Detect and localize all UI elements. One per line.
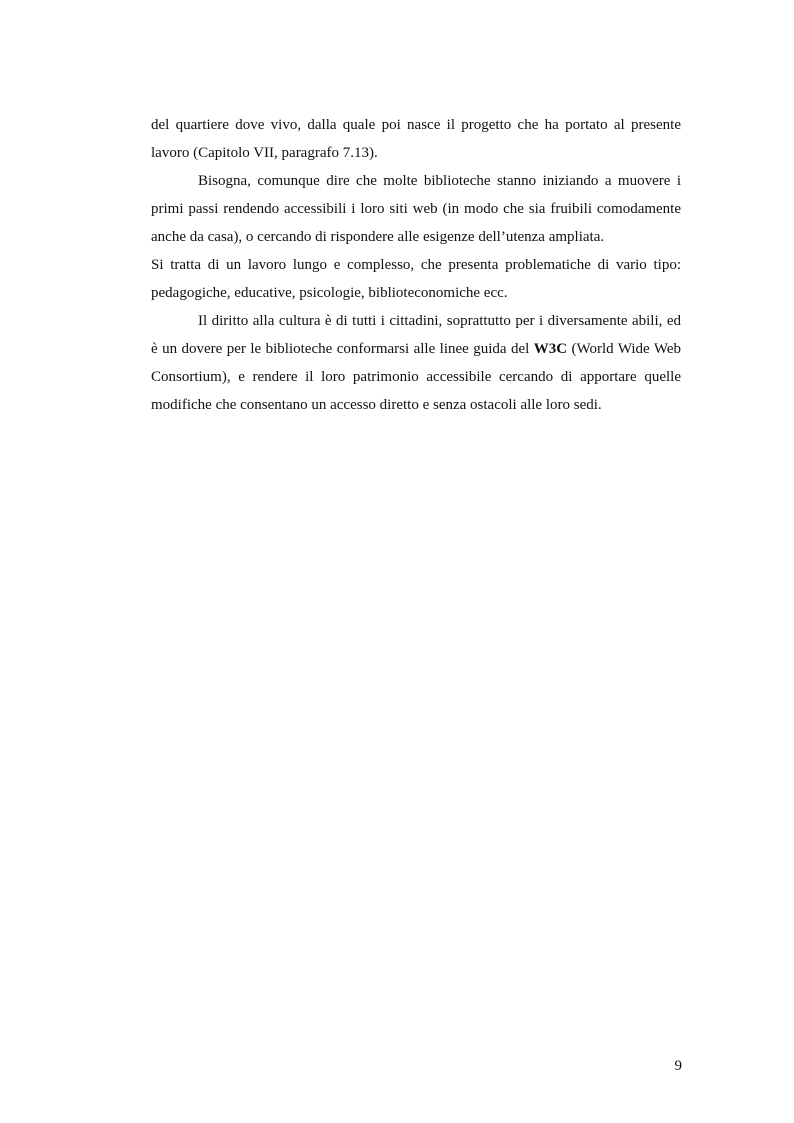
paragraph-continuation: del quartiere dove vivo, dalla quale poi nasce il progetto che ha portato al presente lavoro (Capitolo VII, paragrafo 7.13). (151, 117, 681, 161)
paragraph-right-to-culture (151, 307, 681, 419)
paragraph-text-part-1: Il diritto alla cultura è di tutti i cittadini, soprattutto per i diversamente abili, ed è un dovere per le biblioteche conformarsi alle linee guida del (151, 313, 681, 357)
paragraph-text-part-2: (World Wide Web Consortium), e rendere il loro patrimonio accessibile cercando di apportare quelle modifiche che consentano un accesso diretto e senza ostacoli alle loro sedi. (151, 341, 681, 413)
page-number: 9 (674, 1058, 682, 1074)
paragraph-libraries-accessibility: Bisogna, comunque dire che molte biblioteche stanno iniziando a muovere i primi passi rendendo accessibili i loro siti web (in modo che sia fruibili comodamente anche da casa), o cercando di rispondere alle esigenze dell’utenza ampliata. (151, 173, 681, 245)
body-text (151, 111, 681, 419)
w3c-bold-term: W3C (533, 341, 568, 357)
paragraph-complex-work: Si tratta di un lavoro lungo e complesso, che presenta problematiche di vario tipo: pedagogiche, educative, psicologie, biblioteconomiche ecc. (151, 257, 681, 301)
